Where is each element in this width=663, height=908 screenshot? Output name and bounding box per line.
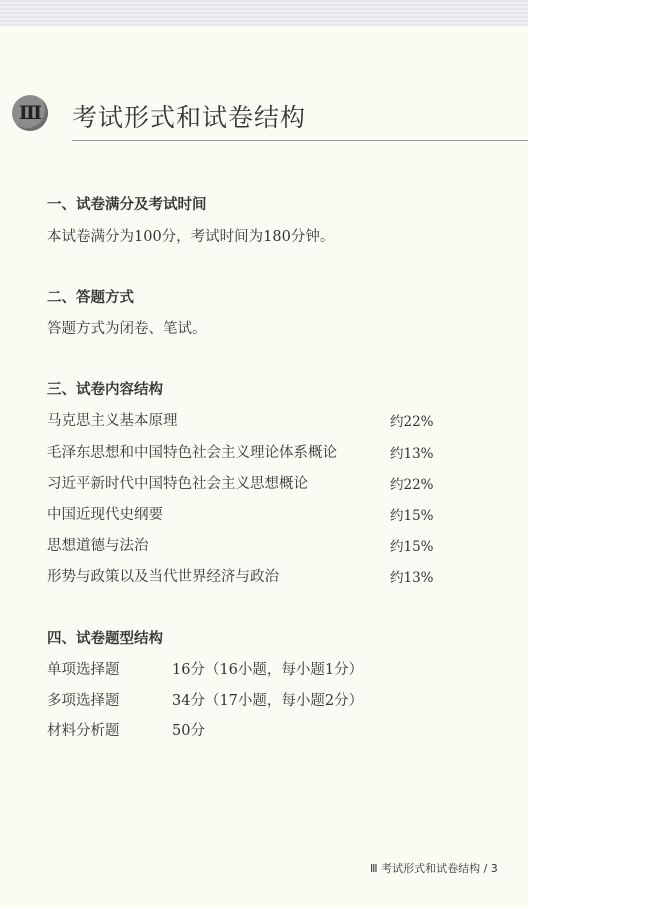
question-type: 单项选择题	[47, 662, 120, 678]
section-2-text: 答题方式为闭卷、笔试。	[47, 321, 207, 337]
content-percentage: 约15%	[390, 508, 434, 524]
section-3-heading: 三、试卷内容结构	[47, 381, 163, 398]
content-row	[47, 441, 434, 462]
content-subject: 形势与政策以及当代世界经济与政治	[47, 569, 279, 585]
content-subject: 思想道德与法治	[47, 538, 149, 554]
title-divider	[72, 140, 528, 141]
chapter-number-badge	[12, 95, 48, 131]
question-type-row	[47, 689, 364, 710]
question-type: 材料分析题	[47, 723, 120, 739]
section-4-heading: 四、试卷题型结构	[47, 630, 163, 647]
content-subject: 毛泽东思想和中国特色社会主义理论体系概论	[47, 445, 337, 461]
content-row	[47, 565, 434, 586]
section-1-text: 本试卷满分为100分，考试时间为180分钟。	[47, 229, 335, 245]
content-percentage: 约13%	[390, 570, 434, 586]
question-score: 34分（17小题，每小题2分）	[172, 693, 364, 709]
question-score: 50分	[172, 723, 205, 739]
question-type-row	[47, 658, 364, 679]
content-row	[47, 503, 434, 524]
content-subject: 中国近现代史纲要	[47, 507, 163, 523]
question-type: 多项选择题	[47, 693, 120, 709]
content-percentage: 约22%	[390, 477, 434, 493]
content-row	[47, 472, 434, 493]
section-2-heading: 二、答题方式	[47, 289, 134, 306]
content-subject: 习近平新时代中国特色社会主义思想概论	[47, 476, 308, 492]
content-percentage: 约15%	[390, 539, 434, 555]
scan-artifact-stripe	[0, 0, 528, 26]
content-percentage: 约22%	[390, 414, 434, 430]
content-row	[47, 409, 434, 430]
question-score: 16分（16小题，每小题1分）	[172, 662, 364, 678]
page-footer: Ⅲ 考试形式和试卷结构 / 3	[370, 862, 498, 875]
question-type-row	[47, 719, 205, 740]
content-row	[47, 534, 434, 555]
content-subject: 马克思主义基本原理	[47, 413, 178, 429]
content-percentage: 约13%	[390, 446, 434, 462]
section-1-heading: 一、试卷满分及考试时间	[47, 196, 207, 213]
chapter-number: Ⅲ	[18, 102, 42, 124]
chapter-title: 考试形式和试卷结构	[72, 103, 307, 132]
